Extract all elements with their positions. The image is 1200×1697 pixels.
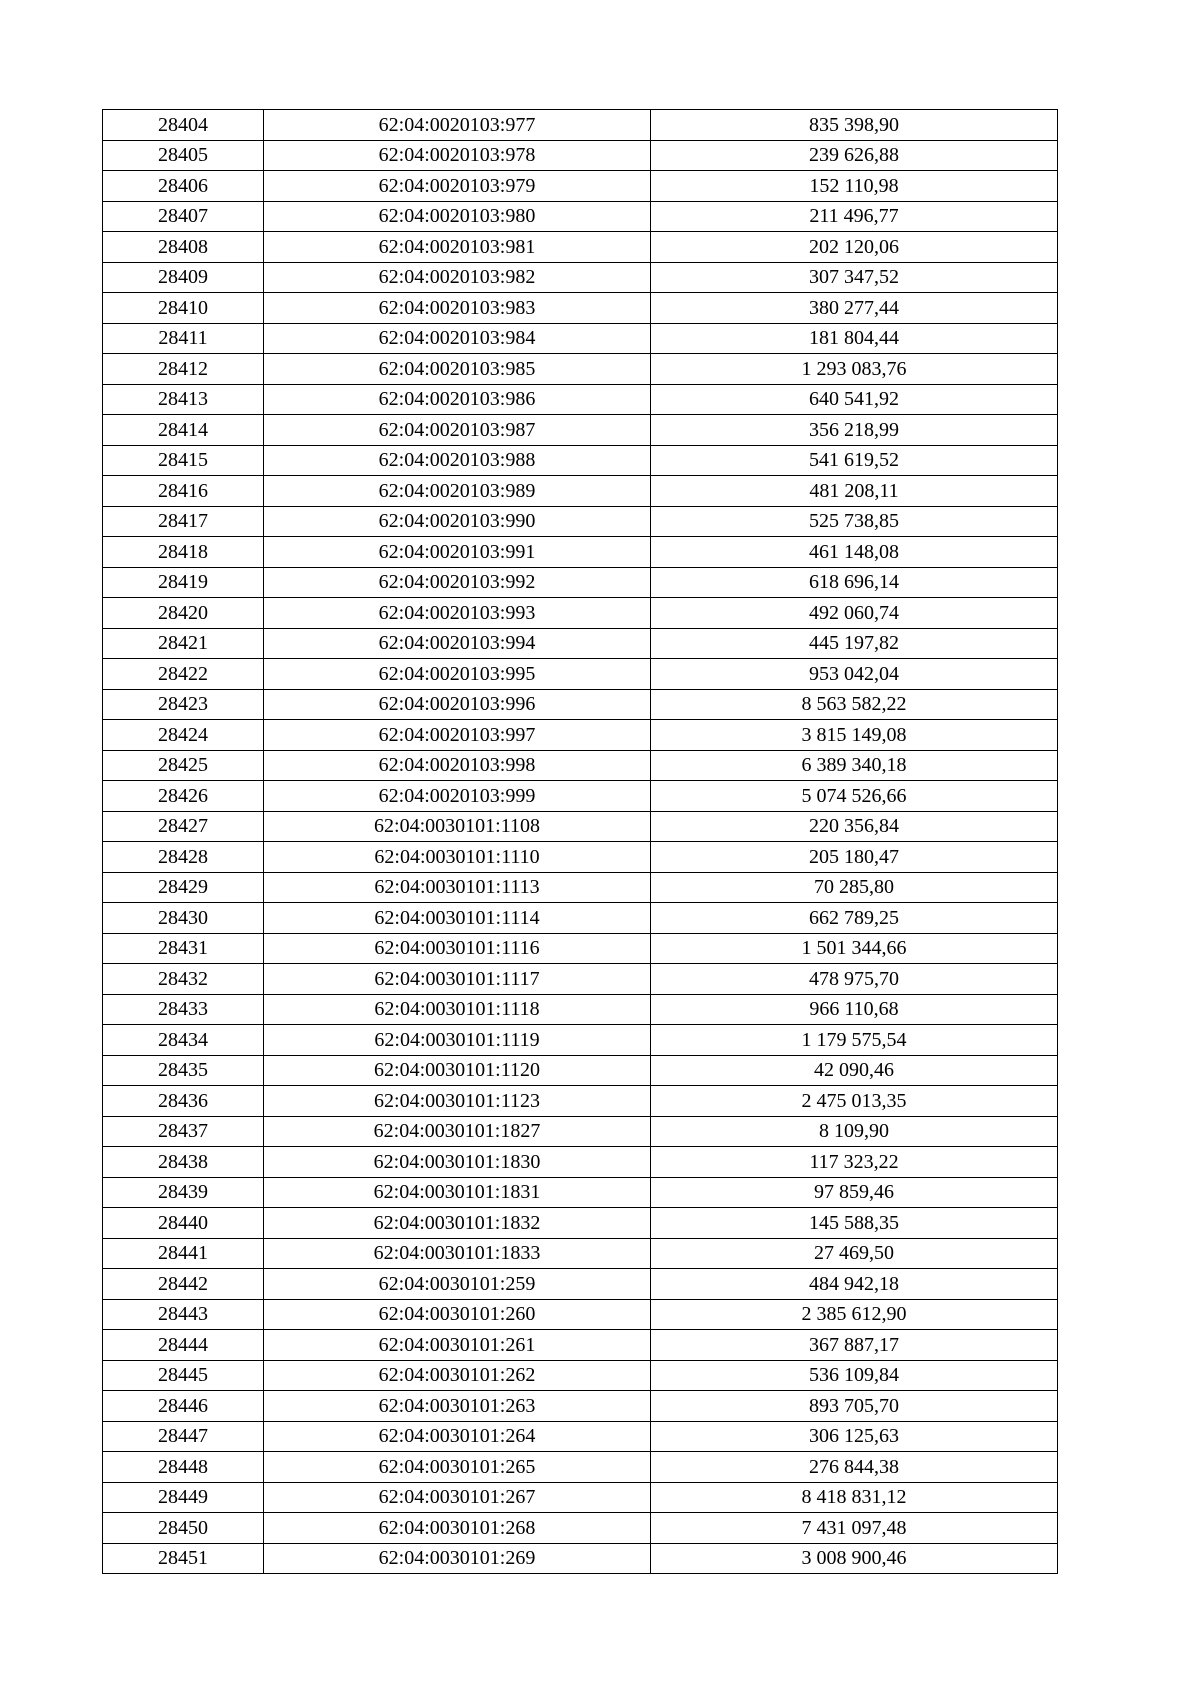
- cadastral-value-cell: 8 563 582,22: [651, 689, 1058, 720]
- cadastral-number-cell: 62:04:0020103:984: [264, 323, 651, 354]
- cadastral-number-cell: 62:04:0020103:992: [264, 567, 651, 598]
- cadastral-value-cell: 2 475 013,35: [651, 1086, 1058, 1117]
- cadastral-value-cell: 202 120,06: [651, 232, 1058, 263]
- row-number-cell: 28436: [103, 1086, 264, 1117]
- row-number-cell: 28411: [103, 323, 264, 354]
- cadastral-number-cell: 62:04:0030101:1120: [264, 1055, 651, 1086]
- cadastral-number-cell: 62:04:0020103:981: [264, 232, 651, 263]
- table-row: [103, 445, 1058, 476]
- cadastral-value-cell: 1 501 344,66: [651, 933, 1058, 964]
- cadastral-number-cell: 62:04:0030101:265: [264, 1452, 651, 1483]
- table-row: [103, 567, 1058, 598]
- row-number-cell: 28431: [103, 933, 264, 964]
- table-row: [103, 354, 1058, 385]
- cadastral-value-cell: 8 418 831,12: [651, 1482, 1058, 1513]
- table-row: [103, 140, 1058, 171]
- cadastral-number-cell: 62:04:0020103:999: [264, 781, 651, 812]
- row-number-cell: 28424: [103, 720, 264, 751]
- table-row: [103, 1208, 1058, 1239]
- table-row: [103, 1513, 1058, 1544]
- cadastral-number-cell: 62:04:0030101:263: [264, 1391, 651, 1422]
- row-number-cell: 28443: [103, 1299, 264, 1330]
- cadastral-number-cell: 62:04:0030101:264: [264, 1421, 651, 1452]
- table-row: [103, 506, 1058, 537]
- table-row: [103, 872, 1058, 903]
- row-number-cell: 28442: [103, 1269, 264, 1300]
- table-row: [103, 1482, 1058, 1513]
- table-row: [103, 689, 1058, 720]
- row-number-cell: 28408: [103, 232, 264, 263]
- cadastral-number-cell: 62:04:0030101:262: [264, 1360, 651, 1391]
- cadastral-value-cell: 893 705,70: [651, 1391, 1058, 1422]
- table-row: [103, 323, 1058, 354]
- cadastral-value-cell: 367 887,17: [651, 1330, 1058, 1361]
- cadastral-value-cell: 276 844,38: [651, 1452, 1058, 1483]
- table-row: [103, 293, 1058, 324]
- cadastral-number-cell: 62:04:0020103:980: [264, 201, 651, 232]
- cadastral-value-cell: 1 293 083,76: [651, 354, 1058, 385]
- row-number-cell: 28417: [103, 506, 264, 537]
- cadastral-number-cell: 62:04:0020103:994: [264, 628, 651, 659]
- cadastral-value-cell: 181 804,44: [651, 323, 1058, 354]
- table-row: [103, 964, 1058, 995]
- cadastral-number-cell: 62:04:0020103:990: [264, 506, 651, 537]
- row-number-cell: 28422: [103, 659, 264, 690]
- row-number-cell: 28425: [103, 750, 264, 781]
- cadastral-value-cell: 953 042,04: [651, 659, 1058, 690]
- cadastral-value-table: [102, 109, 1058, 1574]
- cadastral-value-cell: 27 469,50: [651, 1238, 1058, 1269]
- table-row: [103, 842, 1058, 873]
- cadastral-value-cell: 445 197,82: [651, 628, 1058, 659]
- row-number-cell: 28415: [103, 445, 264, 476]
- cadastral-value-cell: 484 942,18: [651, 1269, 1058, 1300]
- cadastral-value-cell: 835 398,90: [651, 110, 1058, 141]
- table-row: [103, 628, 1058, 659]
- cadastral-number-cell: 62:04:0020103:995: [264, 659, 651, 690]
- cadastral-number-cell: 62:04:0030101:1831: [264, 1177, 651, 1208]
- row-number-cell: 28441: [103, 1238, 264, 1269]
- cadastral-value-cell: 525 738,85: [651, 506, 1058, 537]
- row-number-cell: 28438: [103, 1147, 264, 1178]
- row-number-cell: 28409: [103, 262, 264, 293]
- table-row: [103, 262, 1058, 293]
- row-number-cell: 28405: [103, 140, 264, 171]
- cadastral-value-cell: 239 626,88: [651, 140, 1058, 171]
- row-number-cell: 28410: [103, 293, 264, 324]
- table-row: [103, 171, 1058, 202]
- row-number-cell: 28429: [103, 872, 264, 903]
- table-row: [103, 994, 1058, 1025]
- cadastral-value-cell: 97 859,46: [651, 1177, 1058, 1208]
- cadastral-number-cell: 62:04:0020103:987: [264, 415, 651, 446]
- row-number-cell: 28428: [103, 842, 264, 873]
- table-row: [103, 781, 1058, 812]
- table-row: [103, 1238, 1058, 1269]
- table-row: [103, 1055, 1058, 1086]
- cadastral-number-cell: 62:04:0030101:1118: [264, 994, 651, 1025]
- table-row: [103, 659, 1058, 690]
- row-number-cell: 28439: [103, 1177, 264, 1208]
- cadastral-number-cell: 62:04:0020103:979: [264, 171, 651, 202]
- row-number-cell: 28451: [103, 1543, 264, 1574]
- cadastral-number-cell: 62:04:0030101:260: [264, 1299, 651, 1330]
- table-row: [103, 1269, 1058, 1300]
- cadastral-value-cell: 541 619,52: [651, 445, 1058, 476]
- cadastral-value-cell: 380 277,44: [651, 293, 1058, 324]
- cadastral-number-cell: 62:04:0030101:1108: [264, 811, 651, 842]
- cadastral-number-cell: 62:04:0020103:978: [264, 140, 651, 171]
- row-number-cell: 28444: [103, 1330, 264, 1361]
- cadastral-number-cell: 62:04:0020103:982: [264, 262, 651, 293]
- table-row: [103, 1391, 1058, 1422]
- cadastral-value-cell: 6 389 340,18: [651, 750, 1058, 781]
- cadastral-value-cell: 205 180,47: [651, 842, 1058, 873]
- cadastral-number-cell: 62:04:0020103:988: [264, 445, 651, 476]
- cadastral-value-cell: 7 431 097,48: [651, 1513, 1058, 1544]
- cadastral-value-cell: 211 496,77: [651, 201, 1058, 232]
- table-row: [103, 1086, 1058, 1117]
- cadastral-number-cell: 62:04:0030101:269: [264, 1543, 651, 1574]
- row-number-cell: 28412: [103, 354, 264, 385]
- cadastral-value-cell: 3 008 900,46: [651, 1543, 1058, 1574]
- table-row: [103, 933, 1058, 964]
- row-number-cell: 28437: [103, 1116, 264, 1147]
- cadastral-value-cell: 152 110,98: [651, 171, 1058, 202]
- cadastral-value-cell: 8 109,90: [651, 1116, 1058, 1147]
- row-number-cell: 28413: [103, 384, 264, 415]
- table-row: [103, 476, 1058, 507]
- cadastral-number-cell: 62:04:0020103:983: [264, 293, 651, 324]
- cadastral-number-cell: 62:04:0020103:991: [264, 537, 651, 568]
- row-number-cell: 28406: [103, 171, 264, 202]
- table-row: [103, 903, 1058, 934]
- row-number-cell: 28445: [103, 1360, 264, 1391]
- cadastral-number-cell: 62:04:0030101:267: [264, 1482, 651, 1513]
- cadastral-number-cell: 62:04:0020103:993: [264, 598, 651, 629]
- row-number-cell: 28447: [103, 1421, 264, 1452]
- row-number-cell: 28404: [103, 110, 264, 141]
- row-number-cell: 28419: [103, 567, 264, 598]
- cadastral-value-cell: 536 109,84: [651, 1360, 1058, 1391]
- row-number-cell: 28427: [103, 811, 264, 842]
- cadastral-value-cell: 478 975,70: [651, 964, 1058, 995]
- cadastral-number-cell: 62:04:0030101:1832: [264, 1208, 651, 1239]
- table-body: [103, 110, 1058, 1574]
- row-number-cell: 28418: [103, 537, 264, 568]
- table-row: [103, 201, 1058, 232]
- cadastral-number-cell: 62:04:0030101:1123: [264, 1086, 651, 1117]
- table-row: [103, 1025, 1058, 1056]
- cadastral-value-cell: 3 815 149,08: [651, 720, 1058, 751]
- table-row: [103, 811, 1058, 842]
- cadastral-value-cell: 42 090,46: [651, 1055, 1058, 1086]
- table-row: [103, 1299, 1058, 1330]
- table-row: [103, 720, 1058, 751]
- cadastral-value-cell: 1 179 575,54: [651, 1025, 1058, 1056]
- row-number-cell: 28416: [103, 476, 264, 507]
- table-row: [103, 110, 1058, 141]
- table-row: [103, 415, 1058, 446]
- cadastral-number-cell: 62:04:0030101:1830: [264, 1147, 651, 1178]
- cadastral-number-cell: 62:04:0030101:1119: [264, 1025, 651, 1056]
- cadastral-value-cell: 117 323,22: [651, 1147, 1058, 1178]
- table-row: [103, 232, 1058, 263]
- table-row: [103, 1360, 1058, 1391]
- table-row: [103, 1330, 1058, 1361]
- cadastral-number-cell: 62:04:0030101:268: [264, 1513, 651, 1544]
- cadastral-value-cell: 640 541,92: [651, 384, 1058, 415]
- cadastral-value-cell: 356 218,99: [651, 415, 1058, 446]
- row-number-cell: 28430: [103, 903, 264, 934]
- cadastral-number-cell: 62:04:0030101:259: [264, 1269, 651, 1300]
- cadastral-value-cell: 70 285,80: [651, 872, 1058, 903]
- cadastral-number-cell: 62:04:0020103:997: [264, 720, 651, 751]
- row-number-cell: 28432: [103, 964, 264, 995]
- cadastral-number-cell: 62:04:0020103:996: [264, 689, 651, 720]
- table-row: [103, 1116, 1058, 1147]
- cadastral-value-cell: 5 074 526,66: [651, 781, 1058, 812]
- cadastral-number-cell: 62:04:0020103:998: [264, 750, 651, 781]
- cadastral-value-cell: 220 356,84: [651, 811, 1058, 842]
- cadastral-value-cell: 461 148,08: [651, 537, 1058, 568]
- cadastral-value-cell: 966 110,68: [651, 994, 1058, 1025]
- row-number-cell: 28440: [103, 1208, 264, 1239]
- row-number-cell: 28421: [103, 628, 264, 659]
- cadastral-value-cell: 307 347,52: [651, 262, 1058, 293]
- table-row: [103, 1543, 1058, 1574]
- cadastral-number-cell: 62:04:0020103:977: [264, 110, 651, 141]
- cadastral-value-cell: 492 060,74: [651, 598, 1058, 629]
- row-number-cell: 28423: [103, 689, 264, 720]
- cadastral-number-cell: 62:04:0030101:1113: [264, 872, 651, 903]
- row-number-cell: 28446: [103, 1391, 264, 1422]
- table-row: [103, 537, 1058, 568]
- cadastral-value-cell: 2 385 612,90: [651, 1299, 1058, 1330]
- table-row: [103, 384, 1058, 415]
- cadastral-number-cell: 62:04:0020103:989: [264, 476, 651, 507]
- cadastral-number-cell: 62:04:0030101:261: [264, 1330, 651, 1361]
- table-row: [103, 1421, 1058, 1452]
- row-number-cell: 28448: [103, 1452, 264, 1483]
- cadastral-number-cell: 62:04:0030101:1110: [264, 842, 651, 873]
- table-row: [103, 750, 1058, 781]
- row-number-cell: 28433: [103, 994, 264, 1025]
- row-number-cell: 28407: [103, 201, 264, 232]
- row-number-cell: 28449: [103, 1482, 264, 1513]
- cadastral-number-cell: 62:04:0030101:1114: [264, 903, 651, 934]
- table-row: [103, 1147, 1058, 1178]
- cadastral-number-cell: 62:04:0030101:1827: [264, 1116, 651, 1147]
- cadastral-number-cell: 62:04:0020103:985: [264, 354, 651, 385]
- table-row: [103, 1452, 1058, 1483]
- row-number-cell: 28434: [103, 1025, 264, 1056]
- table-row: [103, 1177, 1058, 1208]
- cadastral-value-cell: 618 696,14: [651, 567, 1058, 598]
- cadastral-value-cell: 306 125,63: [651, 1421, 1058, 1452]
- row-number-cell: 28414: [103, 415, 264, 446]
- row-number-cell: 28450: [103, 1513, 264, 1544]
- cadastral-number-cell: 62:04:0030101:1117: [264, 964, 651, 995]
- cadastral-value-cell: 662 789,25: [651, 903, 1058, 934]
- cadastral-value-cell: 145 588,35: [651, 1208, 1058, 1239]
- row-number-cell: 28420: [103, 598, 264, 629]
- table-row: [103, 598, 1058, 629]
- cadastral-number-cell: 62:04:0020103:986: [264, 384, 651, 415]
- row-number-cell: 28426: [103, 781, 264, 812]
- cadastral-value-cell: 481 208,11: [651, 476, 1058, 507]
- row-number-cell: 28435: [103, 1055, 264, 1086]
- cadastral-number-cell: 62:04:0030101:1116: [264, 933, 651, 964]
- cadastral-number-cell: 62:04:0030101:1833: [264, 1238, 651, 1269]
